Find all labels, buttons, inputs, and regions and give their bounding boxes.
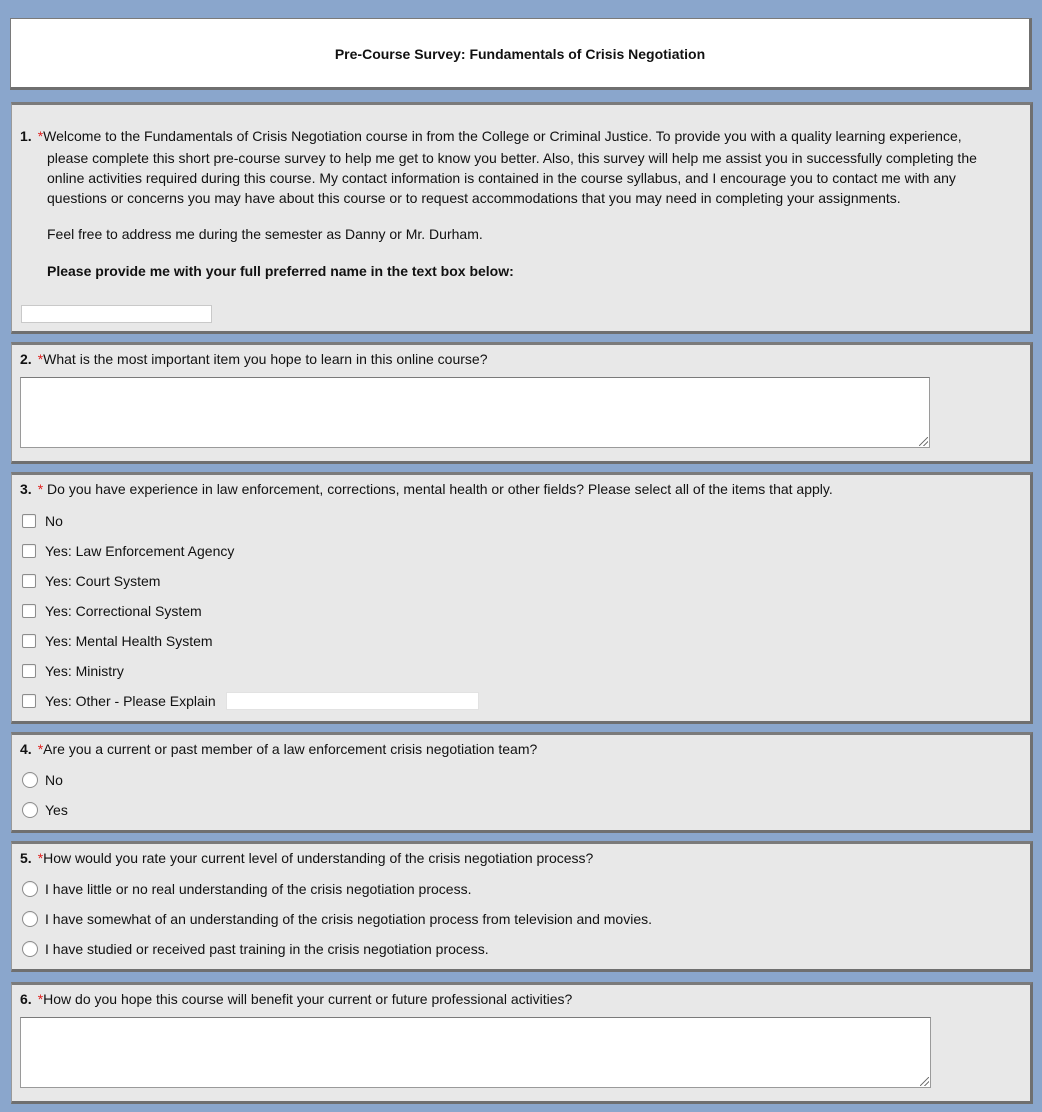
preferred-name-input[interactable] (21, 305, 212, 323)
option-label: No (45, 513, 63, 529)
checkbox[interactable] (22, 664, 36, 678)
checkbox[interactable] (22, 514, 36, 528)
radio-button[interactable] (22, 911, 38, 927)
question-1-line-3: online activities required during this course. My contact information is contained in the course syllabus, and I encourage you to contact me with any (47, 170, 956, 186)
required-marker: * (37, 850, 44, 866)
option-label: Yes: Mental Health System (45, 633, 213, 649)
understanding-option-studied[interactable] (22, 939, 489, 959)
required-marker: * (37, 481, 44, 497)
question-4 (11, 732, 1033, 833)
understanding-option-little[interactable] (22, 879, 471, 899)
question-1-line-1: Welcome to the Fundamentals of Crisis Negotiation course in from the College or Criminal Justice. To provide you with a quality learning experience, (43, 128, 962, 144)
checkbox[interactable] (22, 634, 36, 648)
question-number: 2. (20, 351, 32, 367)
radio-button[interactable] (22, 881, 38, 897)
address-note: Feel free to address me during the semester as Danny or Mr. Durham. (47, 226, 483, 242)
option-label: Yes: Court System (45, 573, 161, 589)
experience-option-correctional[interactable] (22, 601, 202, 621)
checkbox[interactable] (22, 604, 36, 618)
required-marker: * (37, 741, 44, 757)
question-5-header (20, 850, 593, 866)
question-5 (11, 841, 1033, 972)
question-1-header (20, 128, 962, 144)
option-label: I have somewhat of an understanding of the crisis negotiation process from television and movies. (45, 911, 652, 927)
option-label: Yes: Ministry (45, 663, 124, 679)
question-2-text: What is the most important item you hope to learn in this online course? (43, 351, 488, 367)
option-label: I have studied or received past training in the crisis negotiation process. (45, 941, 489, 957)
question-2 (11, 342, 1033, 464)
name-instruction: Please provide me with your full preferred name in the text box below: (47, 263, 514, 279)
required-marker: * (37, 128, 44, 144)
resize-handle-icon[interactable] (919, 437, 928, 446)
understanding-option-somewhat[interactable] (22, 909, 652, 929)
option-label: Yes: Other - Please Explain (45, 693, 216, 709)
question-3-text: Do you have experience in law enforcement, corrections, mental health or other fields? Please select all of the items that apply. (43, 481, 833, 497)
radio-button[interactable] (22, 802, 38, 818)
question-number: 1. (20, 128, 32, 144)
required-marker: * (37, 991, 44, 1007)
experience-option-ministry[interactable] (22, 661, 124, 681)
question-3-header (20, 481, 833, 497)
option-label: Yes: Law Enforcement Agency (45, 543, 235, 559)
question-6-text: How do you hope this course will benefit your current or future professional activities? (43, 991, 573, 1007)
question-5-text: How would you rate your current level of understanding of the crisis negotiation process? (43, 850, 594, 866)
checkbox[interactable] (22, 544, 36, 558)
experience-option-law-enforcement[interactable] (22, 541, 234, 561)
team-member-option-yes[interactable] (22, 800, 68, 820)
required-marker: * (37, 351, 44, 367)
checkbox[interactable] (22, 574, 36, 588)
question-number: 6. (20, 991, 32, 1007)
team-member-option-no[interactable] (22, 770, 63, 790)
question-number: 3. (20, 481, 32, 497)
question-6 (11, 982, 1033, 1104)
question-number: 4. (20, 741, 32, 757)
question-2-header (20, 351, 487, 367)
question-1-line-2: please complete this short pre-course survey to help me get to know you better. Also, this survey will help me assist you in successfully completing the (47, 150, 977, 166)
experience-option-court[interactable] (22, 571, 160, 591)
other-explain-input[interactable] (226, 692, 479, 710)
radio-button[interactable] (22, 941, 38, 957)
experience-option-no[interactable] (22, 511, 63, 531)
checkbox[interactable] (22, 694, 36, 708)
radio-button[interactable] (22, 772, 38, 788)
question-6-header (20, 991, 572, 1007)
question-4-header (20, 741, 537, 757)
page-title: Pre-Course Survey: Fundamentals of Crisis Negotiation (334, 46, 706, 62)
option-label: Yes (45, 802, 68, 818)
learning-goal-textarea[interactable] (20, 377, 930, 448)
question-1 (11, 102, 1033, 334)
option-label: I have little or no real understanding of the crisis negotiation process. (45, 881, 472, 897)
option-label: Yes: Correctional System (45, 603, 202, 619)
survey-header (10, 18, 1032, 90)
question-3 (11, 472, 1033, 724)
experience-option-other[interactable] (22, 691, 479, 711)
option-label: No (45, 772, 63, 788)
question-number: 5. (20, 850, 32, 866)
resize-handle-icon[interactable] (920, 1077, 929, 1086)
experience-option-mental-health[interactable] (22, 631, 213, 651)
benefit-textarea[interactable] (20, 1017, 931, 1088)
question-4-text: Are you a current or past member of a law enforcement crisis negotiation team? (43, 741, 538, 757)
question-1-line-4: questions or concerns you may have about this course or to request accommodations that you may need in completing your assignments. (47, 190, 901, 206)
